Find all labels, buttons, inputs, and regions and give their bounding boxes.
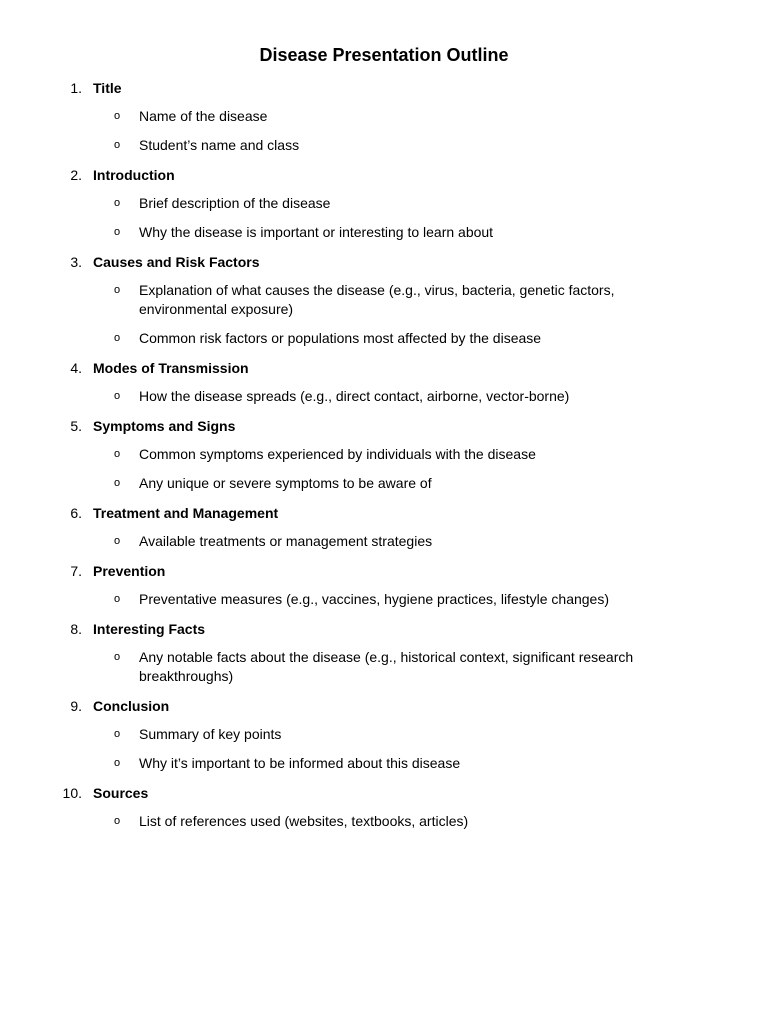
bullet-circle-icon: o (114, 110, 121, 122)
section-label: Conclusion (93, 698, 170, 714)
bullet-text: Explanation of what causes the disease (e.g., virus, bacteria, genetic factors, environmental exposure) (139, 282, 615, 317)
section-heading (0, 696, 768, 716)
section-number: 6. (70, 505, 82, 521)
outline-section (0, 358, 768, 406)
bullet-text: Why the disease is important or interesting to learn about (139, 224, 494, 240)
outline-section (0, 416, 768, 493)
section-label: Symptoms and Signs (93, 418, 236, 434)
bullet-item (0, 648, 768, 686)
bullet-text: Any notable facts about the disease (e.g., historical context, significant research breakthroughs) (139, 649, 634, 684)
bullet-text: Why it’s important to be informed about this disease (139, 755, 461, 771)
section-label: Sources (93, 785, 149, 801)
bullet-text: Preventative measures (e.g., vaccines, hygiene practices, lifestyle changes) (139, 591, 610, 607)
outline-section (0, 619, 768, 686)
outline-section (0, 783, 768, 831)
section-heading (0, 416, 768, 436)
bullet-item (0, 194, 768, 213)
bullet-text: Student’s name and class (139, 137, 300, 153)
outline-section (0, 252, 768, 348)
bullet-text: Brief description of the disease (139, 195, 331, 211)
bullet-circle-icon: o (114, 757, 121, 769)
bullet-text: Summary of key points (139, 726, 282, 742)
bullet-circle-icon: o (114, 477, 121, 489)
bullet-item (0, 590, 768, 609)
outline-section (0, 561, 768, 609)
bullet-item (0, 754, 768, 773)
bullet-circle-icon: o (114, 728, 121, 740)
bullet-item (0, 812, 768, 831)
section-label: Interesting Facts (93, 621, 206, 637)
section-number: 1. (70, 80, 82, 96)
bullet-text: Any unique or severe symptoms to be aware of (139, 475, 432, 491)
section-heading (0, 561, 768, 581)
bullet-item (0, 223, 768, 242)
bullet-item (0, 474, 768, 493)
section-label: Treatment and Management (93, 505, 279, 521)
bullet-item (0, 329, 768, 348)
section-number: 3. (70, 254, 82, 270)
bullet-circle-icon: o (114, 332, 121, 344)
bullet-circle-icon: o (114, 197, 121, 209)
section-number: 5. (70, 418, 82, 434)
bullet-circle-icon: o (114, 226, 121, 238)
bullet-item (0, 725, 768, 744)
outline-list (0, 78, 768, 841)
section-label: Causes and Risk Factors (93, 254, 260, 270)
section-number: 2. (70, 167, 82, 183)
section-heading (0, 78, 768, 98)
section-number: 9. (70, 698, 82, 714)
bullet-circle-icon: o (114, 448, 121, 460)
bullet-text: Name of the disease (139, 108, 268, 124)
outline-section (0, 503, 768, 551)
bullet-circle-icon: o (114, 284, 121, 296)
bullet-item (0, 136, 768, 155)
bullet-text: How the disease spreads (e.g., direct contact, airborne, vector-borne) (139, 388, 570, 404)
outline-section (0, 696, 768, 773)
bullet-circle-icon: o (114, 593, 121, 605)
bullet-text: Common risk factors or populations most affected by the disease (139, 330, 542, 346)
section-label: Prevention (93, 563, 166, 579)
bullet-item (0, 107, 768, 126)
document-title: Disease Presentation Outline (259, 45, 509, 65)
bullet-text: Available treatments or management strategies (139, 533, 433, 549)
section-number: 10. (62, 785, 82, 801)
bullet-item (0, 445, 768, 464)
section-number: 8. (70, 621, 82, 637)
section-label: Introduction (93, 167, 175, 183)
outline-section (0, 165, 768, 242)
bullet-item (0, 387, 768, 406)
bullet-circle-icon: o (114, 815, 121, 827)
bullet-circle-icon: o (114, 139, 121, 151)
section-heading (0, 358, 768, 378)
section-heading (0, 252, 768, 272)
bullet-text: List of references used (websites, textbooks, articles) (139, 813, 469, 829)
section-number: 4. (70, 360, 82, 376)
section-number: 7. (70, 563, 82, 579)
section-heading (0, 165, 768, 185)
bullet-circle-icon: o (114, 390, 121, 402)
bullet-text: Common symptoms experienced by individuals with the disease (139, 446, 536, 462)
section-heading (0, 783, 768, 803)
outline-section (0, 78, 768, 155)
bullet-item (0, 281, 768, 319)
section-label: Modes of Transmission (93, 360, 249, 376)
section-heading (0, 619, 768, 639)
bullet-circle-icon: o (114, 651, 121, 663)
section-heading (0, 503, 768, 523)
bullet-circle-icon: o (114, 535, 121, 547)
bullet-item (0, 532, 768, 551)
section-label: Title (93, 80, 122, 96)
